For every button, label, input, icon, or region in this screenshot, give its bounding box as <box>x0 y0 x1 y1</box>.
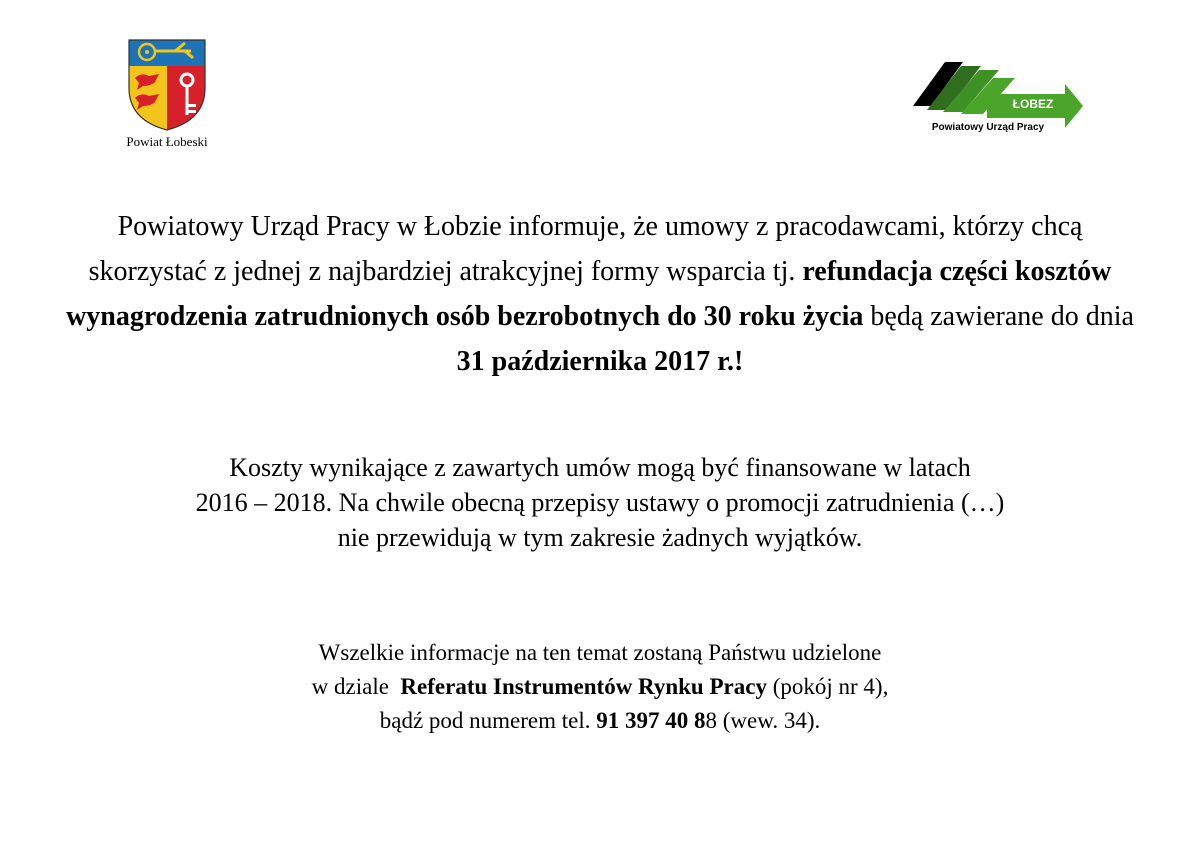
contact-line-3 <box>60 704 1140 738</box>
costs-note <box>60 450 1140 555</box>
office-logo <box>905 54 1085 144</box>
phone-prefix: bądź pod numerem tel. <box>379 708 591 733</box>
phone-number: 91 397 40 8 <box>596 708 706 733</box>
room-number: (pokój nr 4), <box>772 674 889 699</box>
county-caption: Powiat Łobeski <box>126 134 208 149</box>
deadline: 31 października 2017 r.! <box>456 346 744 377</box>
announcement-middle: będą zawierane do dnia <box>870 301 1134 332</box>
costs-line-1: Koszty wynikające z zawartych umów mogą być finansowane w latach <box>229 453 971 482</box>
contact-info <box>60 636 1140 738</box>
costs-line-3: nie przewidują w tym zakresie żadnych wyjątków. <box>337 523 863 552</box>
county-crest <box>112 36 222 150</box>
coat-of-arms-icon <box>125 36 209 132</box>
department-name: Referatu Instrumentów Rynku Pracy <box>400 674 767 699</box>
announcement-intro: Powiatowy Urząd Pracy w Łobzie informuje, że umowy z pracodawcami, którzy chcą skorzystać z jednej z najbardziej atrakcyjnej formy wsparcia tj. <box>88 211 1083 287</box>
office-name: Powiatowy Urząd Pracy <box>913 122 1063 133</box>
contact-prefix: w dziale <box>311 674 389 699</box>
costs-line-2: 2016 – 2018. Na chwile obecną przepisy ustawy o promocji zatrudnienia (…) <box>195 488 1005 517</box>
phone-extension: 8 (wew. 34). <box>705 708 821 733</box>
contact-line-2 <box>60 670 1140 704</box>
program-name: refundacja części kosztów wynagrodzenia zatrudnionych osób bezrobotnych do 30 roku życia <box>66 256 1112 332</box>
contact-line-1: Wszelkie informacje na ten temat zostaną Państwu udzielone <box>318 640 882 665</box>
announcement <box>60 204 1140 384</box>
office-city: ŁOBEZ <box>1012 97 1054 111</box>
